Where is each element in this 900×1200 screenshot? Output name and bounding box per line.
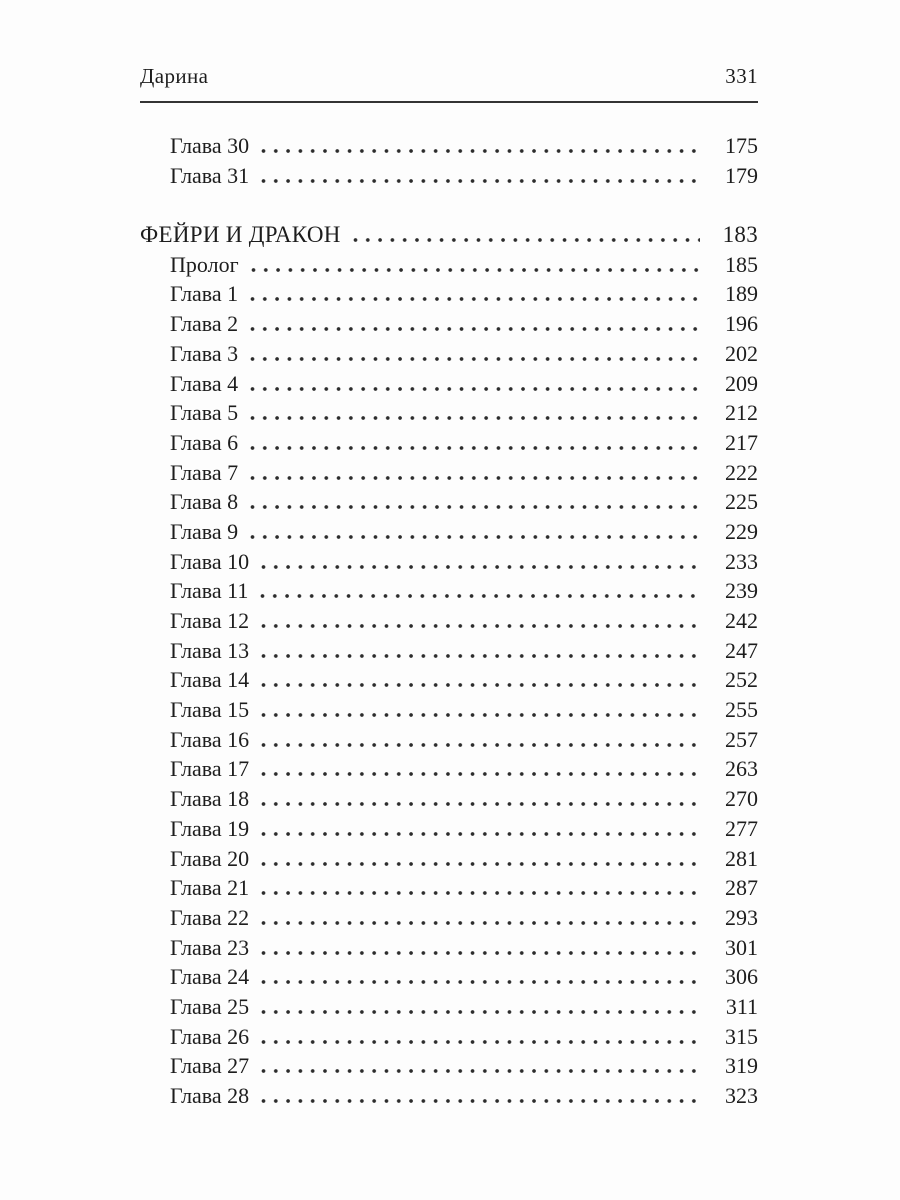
dot-leader <box>250 535 700 539</box>
toc-entry-page: 252 <box>725 667 758 693</box>
toc-entry-label: Глава 12 <box>170 608 250 633</box>
toc-chapter-row <box>140 519 758 549</box>
toc-entry-page: 306 <box>725 964 758 990</box>
toc-entry-page: 233 <box>725 548 758 574</box>
toc-entry-page: 212 <box>725 400 758 426</box>
toc-chapter-row <box>140 935 758 965</box>
toc-entry-page: 196 <box>725 311 758 337</box>
toc-entry-page: 209 <box>725 370 758 396</box>
toc-entry-page: 311 <box>725 993 758 1019</box>
toc-entry-label: Глава 2 <box>170 311 239 337</box>
toc-entry-page: 185 <box>725 251 758 277</box>
toc-chapter-row <box>140 1024 758 1054</box>
toc-entry-label: Пролог <box>170 251 239 277</box>
dot-leader <box>261 951 700 955</box>
toc-chapter-row <box>140 252 758 282</box>
toc-chapter-row <box>140 638 758 668</box>
dot-leader <box>261 683 700 687</box>
toc-entry-label: Глава 26 <box>170 1023 250 1049</box>
dot-leader <box>261 149 700 153</box>
toc-chapter-row <box>140 341 758 371</box>
dot-leader <box>250 476 700 480</box>
toc-chapter-row <box>140 400 758 430</box>
page-header <box>140 64 758 89</box>
toc-chapter-row <box>140 964 758 994</box>
toc-entry-page: 255 <box>725 697 758 723</box>
toc-chapter-row <box>140 608 758 638</box>
toc-entry-label: Глава 28 <box>170 1083 250 1108</box>
toc-entry-page: 239 <box>725 578 758 604</box>
toc-entry-label: Глава 13 <box>170 637 250 663</box>
dot-leader <box>250 297 700 301</box>
toc-chapter-row <box>140 905 758 935</box>
dot-leader <box>261 772 700 776</box>
toc-entry-label: Глава 1 <box>170 281 239 307</box>
toc-chapter-row <box>140 994 758 1024</box>
toc-entry-page: 257 <box>725 726 758 752</box>
toc-entry-label: Глава 19 <box>170 815 250 841</box>
toc-entry-page: 175 <box>725 133 758 158</box>
toc-chapter-row <box>140 816 758 846</box>
dot-leader <box>261 862 700 866</box>
toc-chapter-row <box>140 281 758 311</box>
toc-entry-label: Глава 21 <box>170 875 250 901</box>
toc-entry-page: 277 <box>725 815 758 841</box>
dot-leader <box>261 802 700 806</box>
dot-leader <box>261 1040 700 1044</box>
toc-entry-page: 319 <box>725 1053 758 1079</box>
toc-chapter-row <box>140 371 758 401</box>
toc-entry-page: 217 <box>725 429 758 455</box>
toc-entry-label: Глава 14 <box>170 667 250 693</box>
toc-entry-page: 179 <box>725 162 758 188</box>
dot-leader <box>260 594 700 598</box>
toc-entry-page: 323 <box>725 1083 758 1108</box>
toc-entry-label: ФЕЙРИ И ДРАКОН <box>140 222 341 248</box>
toc-entry-label: Глава 24 <box>170 964 250 990</box>
dot-leader <box>261 654 700 658</box>
toc-chapter-row <box>140 1053 758 1083</box>
dot-leader <box>261 1010 700 1014</box>
toc-entry-label: Глава 8 <box>170 489 239 515</box>
toc-chapter-row <box>140 846 758 876</box>
toc-entry-label: Глава 23 <box>170 934 250 960</box>
toc-entry-label: Глава 9 <box>170 518 239 544</box>
dot-leader <box>353 238 700 242</box>
toc-entry-label: Глава 22 <box>170 904 250 930</box>
dot-leader <box>261 624 700 628</box>
toc-entry-page: 293 <box>725 904 758 930</box>
dot-leader <box>261 1099 700 1103</box>
toc-entry-label: Глава 11 <box>170 578 249 604</box>
toc-entry-label: Глава 5 <box>170 400 239 426</box>
toc-chapter-row <box>140 786 758 816</box>
toc-entry-page: 229 <box>725 518 758 544</box>
dot-leader <box>261 921 700 925</box>
toc-chapter-row <box>140 460 758 490</box>
toc-chapter-row <box>140 549 758 579</box>
dot-leader <box>261 980 700 984</box>
toc-entry-label: Глава 18 <box>170 786 250 812</box>
toc-section-row <box>140 222 758 252</box>
header-rule <box>140 101 758 103</box>
toc-chapter-row <box>140 756 758 786</box>
toc-entry-page: 281 <box>725 845 758 871</box>
dot-leader <box>250 387 700 391</box>
toc-chapter-row <box>140 1083 758 1113</box>
toc-entry-page: 202 <box>725 340 758 366</box>
toc-entry-label: Глава 10 <box>170 548 250 574</box>
dot-leader <box>261 743 700 747</box>
toc-entry-page: 270 <box>725 786 758 812</box>
toc-entry-page: 242 <box>725 608 758 633</box>
dot-leader <box>251 268 700 272</box>
toc-entry-label: Глава 31 <box>170 162 250 188</box>
toc-entry-label: Глава 7 <box>170 459 239 485</box>
dot-leader <box>261 565 700 569</box>
toc-entry-label: Глава 6 <box>170 429 239 455</box>
toc-chapter-row <box>140 727 758 757</box>
dot-leader <box>250 446 700 450</box>
toc-spacer <box>140 192 758 222</box>
toc-chapter-row <box>140 133 758 163</box>
dot-leader <box>250 327 700 331</box>
toc-chapter-row <box>140 430 758 460</box>
dot-leader <box>250 505 700 509</box>
toc-chapter-row <box>140 697 758 727</box>
dot-leader <box>261 1069 700 1073</box>
toc-entry-page: 315 <box>725 1023 758 1049</box>
toc-entry-page: 222 <box>725 459 758 485</box>
dot-leader <box>261 832 700 836</box>
toc-chapter-row <box>140 163 758 193</box>
toc-entry-page: 247 <box>725 637 758 663</box>
dot-leader <box>261 179 700 183</box>
toc-entry-page: 287 <box>725 875 758 901</box>
toc-entry-page: 263 <box>725 756 758 782</box>
toc-entry-page: 225 <box>725 489 758 515</box>
table-of-contents <box>140 133 758 1113</box>
toc-entry-label: Глава 30 <box>170 133 250 158</box>
toc-entry-label: Глава 27 <box>170 1053 250 1079</box>
toc-entry-page: 189 <box>725 281 758 307</box>
toc-entry-page: 301 <box>725 934 758 960</box>
dot-leader <box>250 416 700 420</box>
toc-entry-label: Глава 3 <box>170 340 239 366</box>
toc-chapter-row <box>140 667 758 697</box>
dot-leader <box>250 357 700 361</box>
toc-chapter-row <box>140 875 758 905</box>
toc-entry-label: Глава 4 <box>170 370 239 396</box>
toc-chapter-row <box>140 578 758 608</box>
toc-entry-label: Глава 25 <box>170 993 250 1019</box>
toc-entry-label: Глава 15 <box>170 697 250 723</box>
running-title: Дарина <box>140 64 209 88</box>
toc-entry-label: Глава 20 <box>170 845 250 871</box>
dot-leader <box>261 891 700 895</box>
toc-entry-label: Глава 17 <box>170 756 250 782</box>
toc-entry-label: Глава 16 <box>170 726 250 752</box>
toc-chapter-row <box>140 489 758 519</box>
toc-chapter-row <box>140 311 758 341</box>
toc-entry-page: 183 <box>722 222 758 248</box>
folio-page-number: 331 <box>725 64 758 88</box>
dot-leader <box>261 713 700 717</box>
